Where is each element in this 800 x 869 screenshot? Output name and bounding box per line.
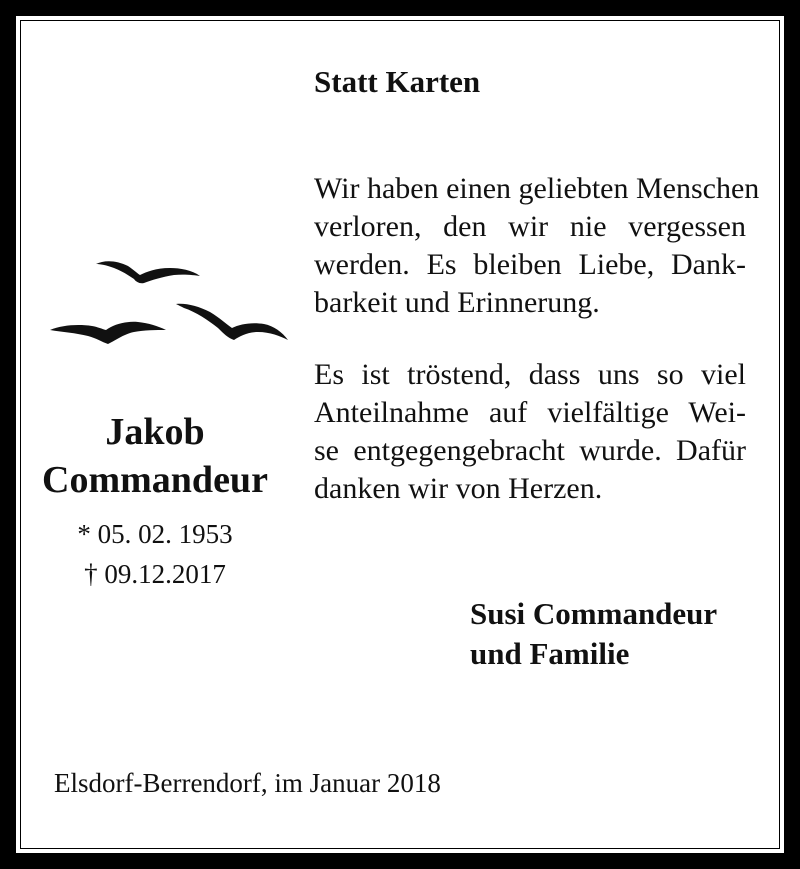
- birth-date: * 05. 02. 1953: [77, 519, 233, 549]
- notice-heading: Statt Karten: [314, 64, 481, 99]
- paragraph-line: Wir haben einen geliebten Menschen: [314, 172, 760, 205]
- paragraph-line: danken wir von Herzen.: [314, 472, 603, 505]
- bird-middle-icon: [176, 304, 288, 340]
- birds-flying-icon: [44, 248, 294, 352]
- paragraph-line: se entgegengebracht wurde. Dafür: [314, 434, 746, 467]
- signature-family: und Familie: [470, 636, 630, 671]
- paragraph-line: Es ist tröstend, dass uns so viel: [314, 358, 746, 391]
- notice-paragraph-2: [314, 356, 746, 508]
- signature-name: Susi Commandeur: [470, 596, 718, 631]
- bird-lower-icon: [50, 322, 166, 344]
- death-date: † 09.12.2017: [84, 559, 226, 589]
- deceased-last-name: Commandeur: [42, 459, 268, 501]
- bird-top-icon: [96, 261, 200, 283]
- paragraph-line: werden. Es bleiben Liebe, Dank-: [314, 248, 746, 281]
- paragraph-line: Anteilnahme auf vielfältige Wei-: [314, 396, 746, 429]
- paragraph-line: verloren, den wir nie vergessen: [314, 210, 746, 243]
- deceased-first-name: Jakob: [105, 411, 205, 453]
- paragraph-line: barkeit und Erinnerung.: [314, 286, 600, 319]
- place-and-date: Elsdorf-Berrendorf, im Januar 2018: [54, 768, 441, 798]
- notice-paragraph-1: [314, 170, 760, 322]
